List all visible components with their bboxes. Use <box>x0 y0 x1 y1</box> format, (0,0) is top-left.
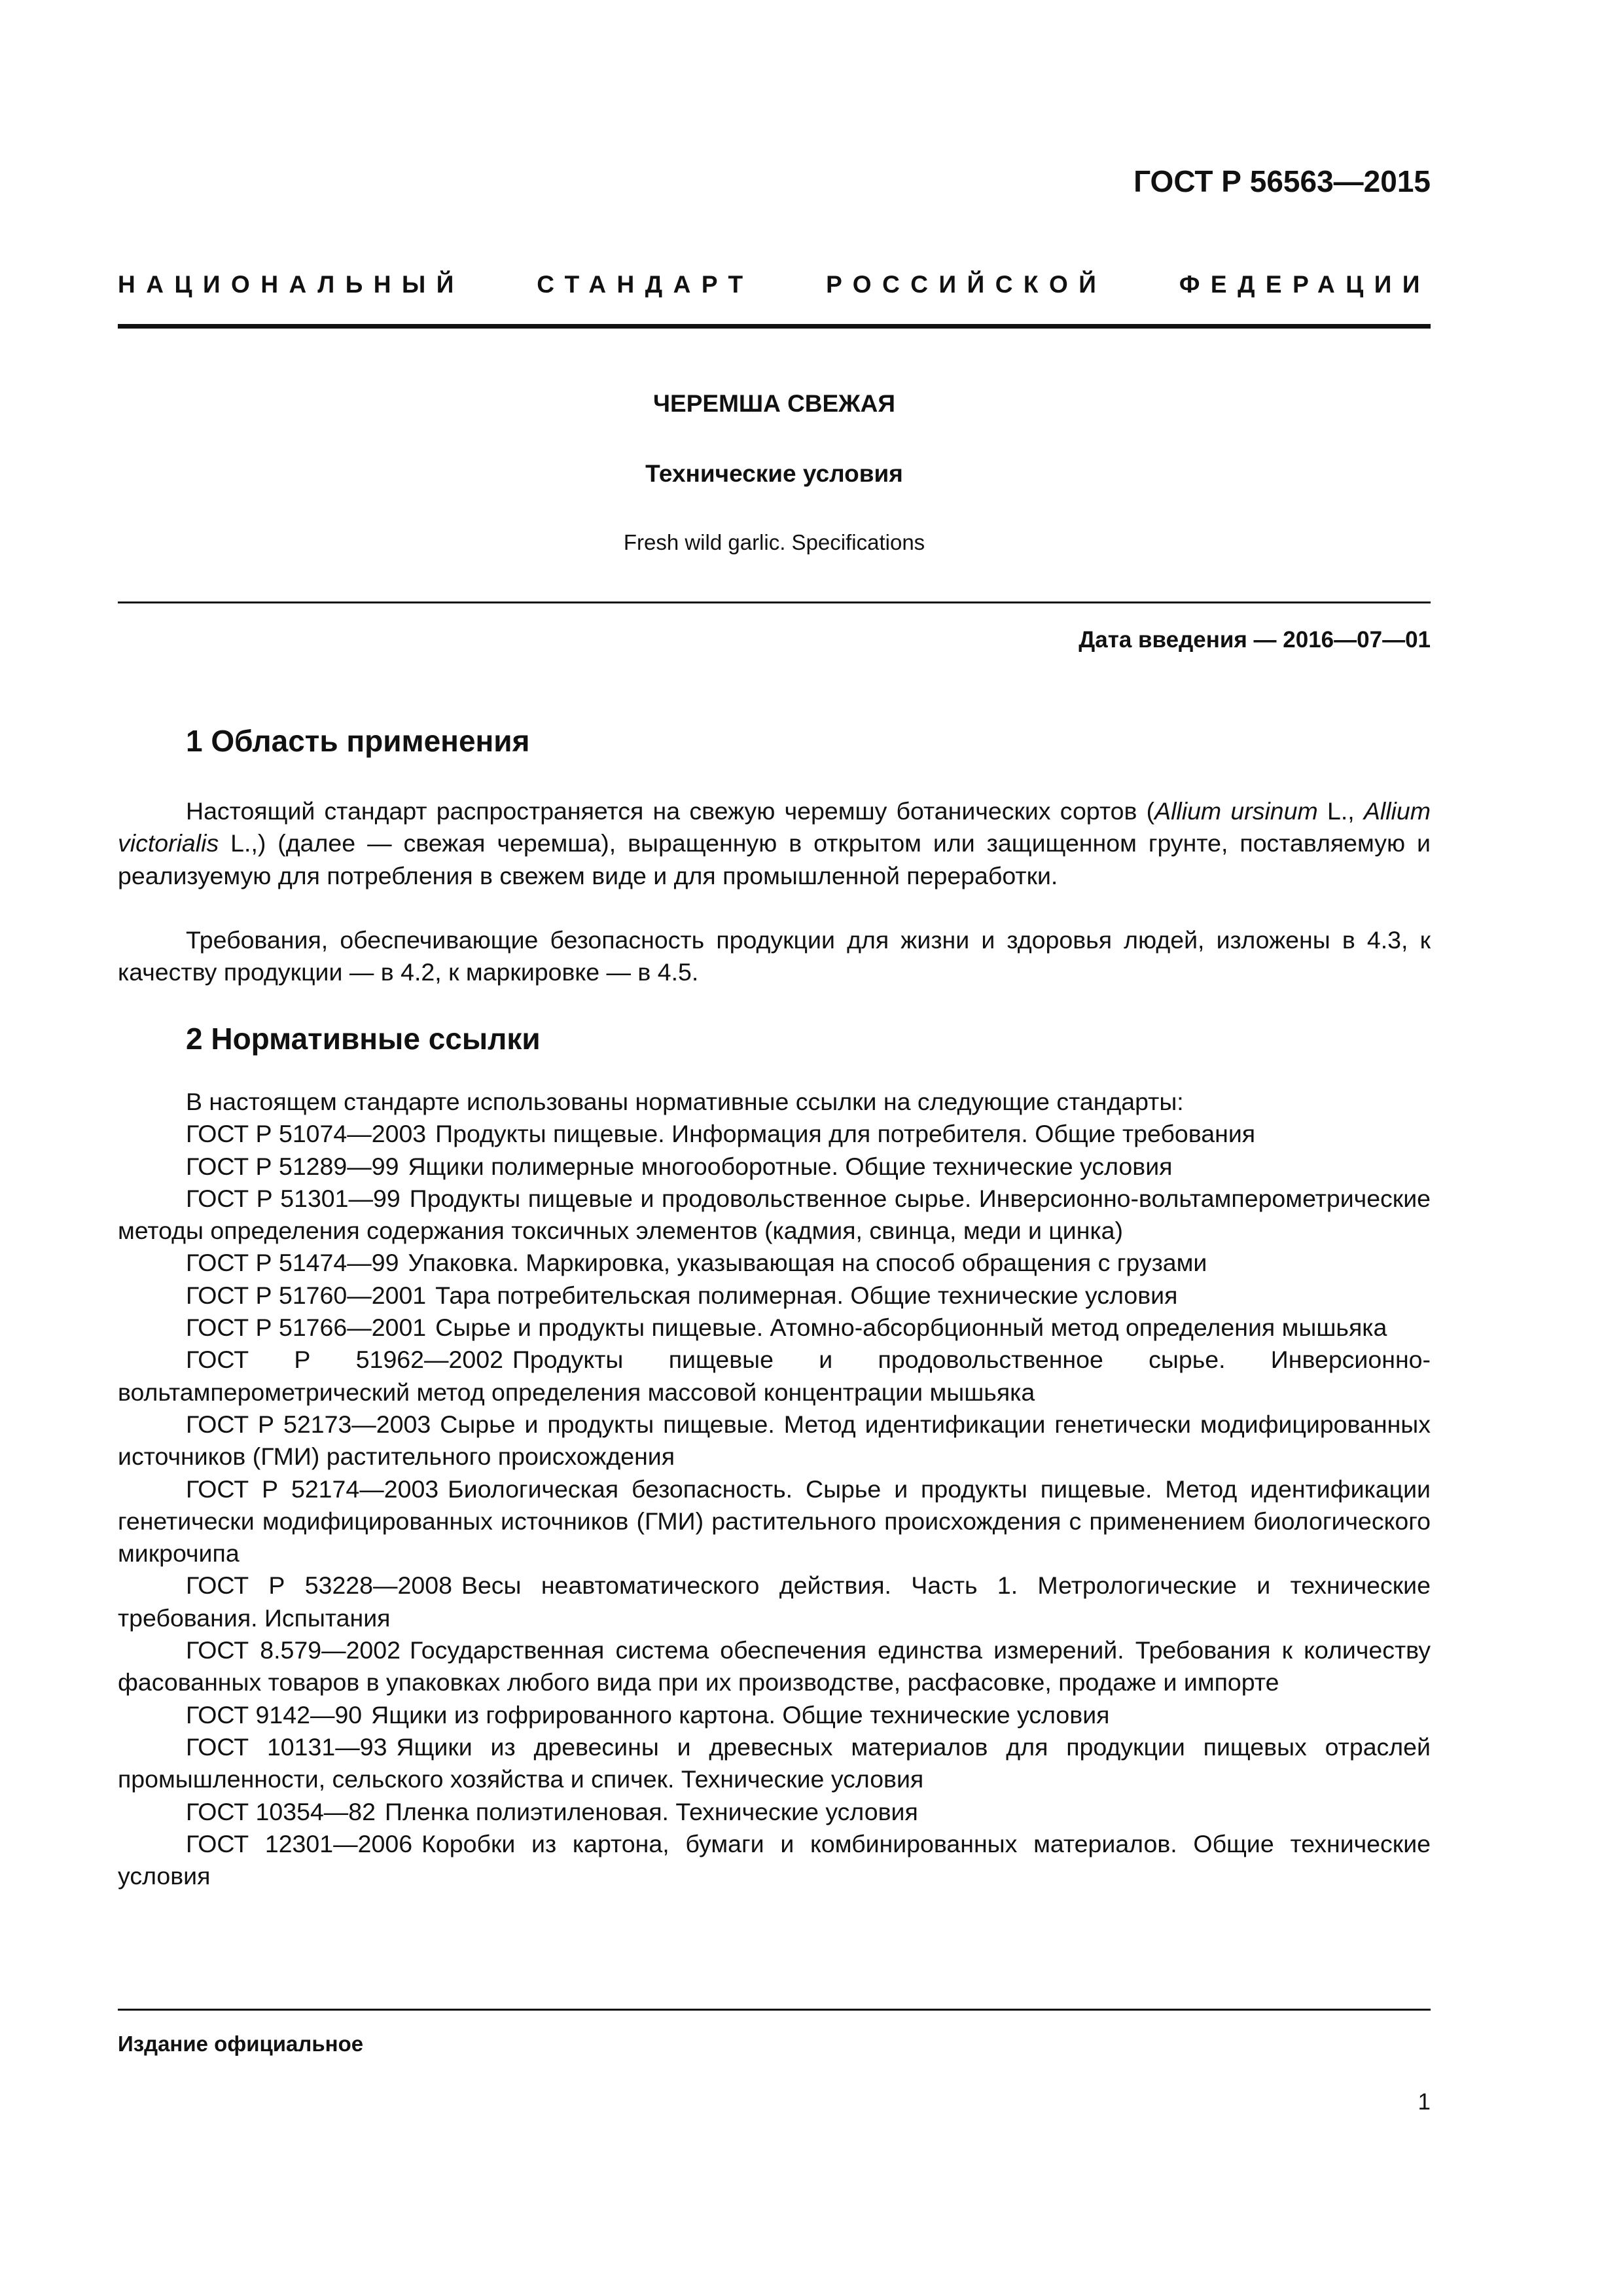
reference-item <box>118 1570 1431 1634</box>
latin-name-victorialis: Allium victorialis <box>118 797 1431 857</box>
reference-item <box>118 1699 1431 1731</box>
page-number: 1 <box>1418 2089 1431 2115</box>
reference-code: ГОСТ Р 51962—2002 <box>186 1346 503 1374</box>
reference-title: Тара потребительская полимерная. Общие технические условия <box>435 1281 1178 1309</box>
national-word: ФЕДЕРАЦИИ <box>1179 271 1431 298</box>
reference-code: ГОСТ Р 51289—99 <box>186 1152 399 1180</box>
reference-code: ГОСТ 9142—90 <box>186 1700 363 1729</box>
reference-item <box>118 1796 1431 1828</box>
reference-title: Ящики полимерные многооборотные. Общие технические условия <box>408 1152 1173 1180</box>
latin-name-ursinum: Allium ursinum <box>1154 797 1318 825</box>
header-divider <box>118 324 1431 329</box>
reference-code: ГОСТ 10354—82 <box>186 1797 376 1825</box>
reference-item <box>118 1828 1431 1893</box>
requirements-paragraph: Требования, обеспечивающие безопасность продукции для жизни и здоровья людей, изложены в 4.3, к качеству продукции — в 4.2, к маркировке — в 4.5. <box>118 926 1431 986</box>
document-title: ЧЕРЕМША СВЕЖАЯ <box>653 390 895 417</box>
national-word: НАЦИОНАЛЬНЫЙ <box>118 271 465 298</box>
reference-item <box>118 1312 1431 1344</box>
reference-title: Продукты пищевые и продовольственное сырье. Инверсионно-вольтамперометрический метод определения массовой концентрации мышьяка <box>118 1346 1431 1406</box>
reference-item <box>118 1118 1431 1150</box>
scope-text-2: L., <box>1317 797 1364 825</box>
document-title-english: Fresh wild garlic. Specifications <box>623 530 925 554</box>
reference-item <box>118 1634 1431 1699</box>
reference-code: ГОСТ Р 53228—2008 <box>186 1571 452 1600</box>
reference-title: Весы неавтоматического действия. Часть 1. Метрологические и технические требования. Испытания <box>118 1571 1431 1632</box>
reference-item <box>118 1247 1431 1279</box>
reference-code: ГОСТ 8.579—2002 <box>186 1636 401 1664</box>
scope-text-3: L.,) (далее — свежая черемша), выращенную в открытом или защищенном грунте, поставляемую и реализуемую для потребления в свежем виде и для промышленной переработки. <box>118 829 1431 889</box>
reference-code: ГОСТ Р 51760—2001 <box>186 1281 427 1309</box>
reference-code: ГОСТ Р 51474—99 <box>186 1249 399 1277</box>
national-word: РОССИЙСКОЙ <box>826 271 1107 298</box>
scope-text-1: Настоящий стандарт распространяется на свежую черемшу ботанических сортов ( <box>186 797 1155 825</box>
reference-item <box>118 1280 1431 1312</box>
scope-paragraph <box>118 795 1431 892</box>
reference-item <box>118 1473 1431 1570</box>
reference-title: Сырье и продукты пищевые. Метод идентификации генетически модифицированных источников (ГМИ) растительного происхождения <box>118 1410 1431 1471</box>
reference-code: ГОСТ Р 51074—2003 <box>186 1120 427 1148</box>
reference-item <box>118 1183 1431 1247</box>
section-2-heading: 2 Нормативные ссылки <box>186 1022 541 1056</box>
national-word: СТАНДАРТ <box>537 271 754 298</box>
normative-references-list <box>118 1086 1431 1892</box>
reference-item <box>118 1344 1431 1408</box>
title-divider <box>118 601 1431 603</box>
reference-title: Ящики из древесины и древесных материалов для продукции пищевых отраслей промышленности, сельского хозяйства и спичек. Технические условия <box>118 1732 1431 1793</box>
reference-code: ГОСТ Р 52173—2003 <box>186 1410 431 1438</box>
reference-title: Пленка полиэтиленовая. Технические условия <box>385 1797 918 1825</box>
national-standard-line <box>118 265 1431 304</box>
section-1-heading: 1 Область применения <box>186 724 530 758</box>
reference-item <box>118 1408 1431 1473</box>
reference-title: Продукты пищевые и продовольственное сырье. Инверсионно-вольтамперометрические методы определения содержания токсичных элементов (кадмия, свинца, меди и цинка) <box>118 1184 1431 1245</box>
references-intro: В настоящем стандарте использованы нормативные ссылки на следующие стандарты: <box>186 1088 1184 1115</box>
reference-code: ГОСТ 10131—93 <box>186 1732 387 1761</box>
reference-code: ГОСТ Р 51766—2001 <box>186 1314 427 1342</box>
reference-title: Государственная система обеспечения единства измерений. Требования к количеству фасованных товаров в упаковках любого вида при их производстве, расфасовке, продаже и импорте <box>118 1636 1431 1696</box>
reference-title: Ящики из гофрированного картона. Общие технические условия <box>371 1700 1110 1729</box>
reference-title: Биологическая безопасность. Сырье и продукты пищевые. Метод идентификации генетически модифицированных источников (ГМИ) растительного происхождения с применением биологического микрочипа <box>118 1475 1431 1568</box>
reference-title: Коробки из картона, бумаги и комбинированных материалов. Общие технические условия <box>118 1829 1431 1890</box>
reference-title: Сырье и продукты пищевые. Атомно-абсорбционный метод определения мышьяка <box>435 1314 1387 1342</box>
gost-number: ГОСТ Р 56563—2015 <box>1133 164 1431 198</box>
reference-code: ГОСТ 12301—2006 <box>186 1829 413 1857</box>
reference-code: ГОСТ Р 51301—99 <box>186 1184 401 1212</box>
reference-title: Продукты пищевые. Информация для потребителя. Общие требования <box>435 1120 1256 1148</box>
footer-divider <box>118 2009 1431 2011</box>
reference-title: Упаковка. Маркировка, указывающая на способ обращения с грузами <box>408 1249 1207 1277</box>
reference-item <box>118 1151 1431 1183</box>
document-subtitle: Технические условия <box>645 460 903 487</box>
introduction-date: Дата введения — 2016—07—01 <box>1079 627 1431 653</box>
reference-code: ГОСТ Р 52174—2003 <box>186 1475 439 1503</box>
reference-item <box>118 1731 1431 1796</box>
edition-label: Издание официальное <box>118 2032 364 2056</box>
